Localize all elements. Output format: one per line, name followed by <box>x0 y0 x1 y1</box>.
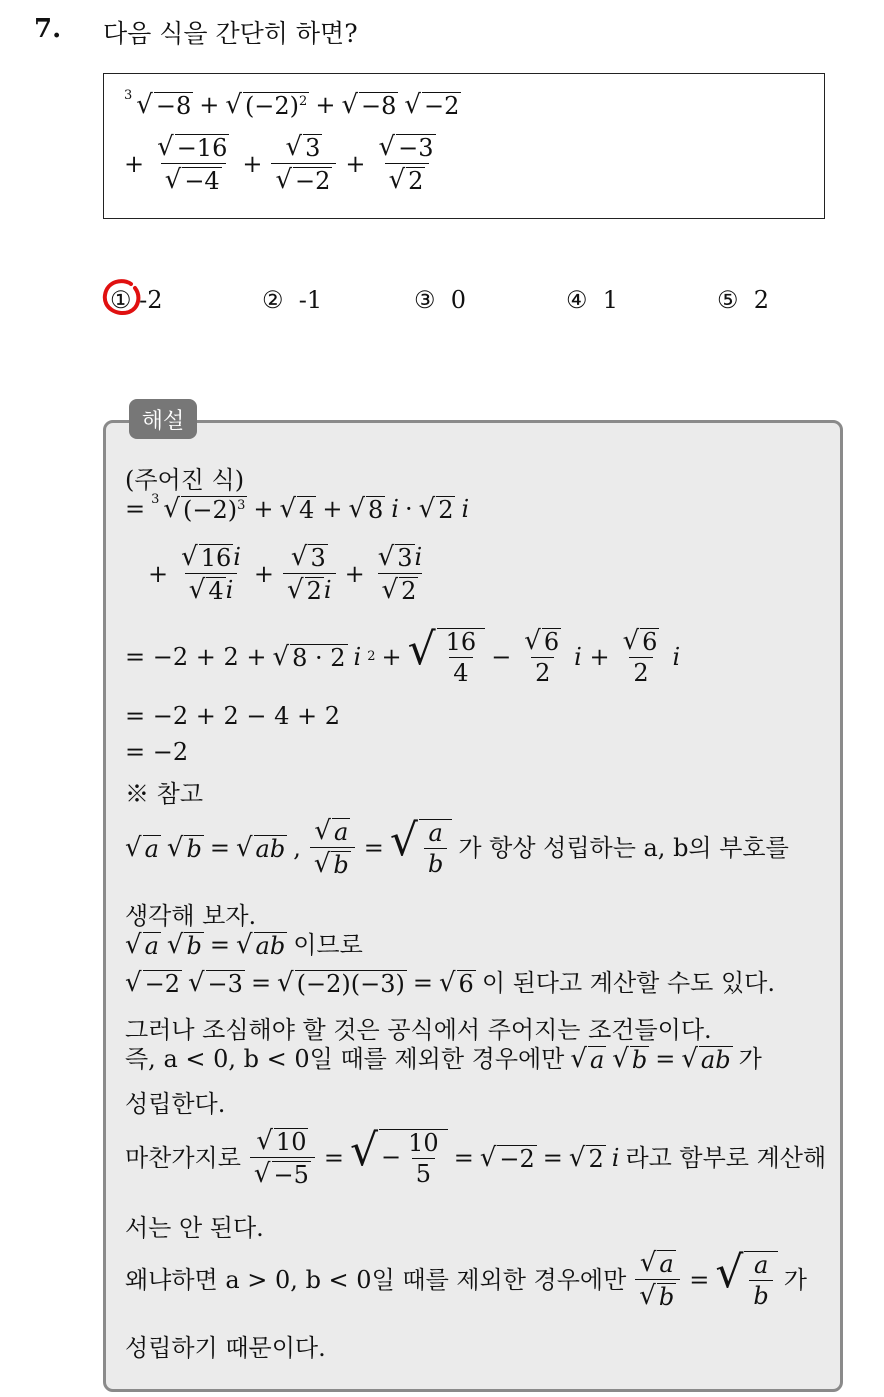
note-line-3: √ a √ b = √ ab 이므로 <box>125 930 363 960</box>
question-text: 다음 식을 간단히 하면? <box>103 19 358 48</box>
operator: + <box>199 91 220 119</box>
choice-4[interactable]: ④ 1 <box>566 286 619 314</box>
step-2: + √ 16 i √ 4 i + √ 3 √ 2 i + √ 3 i √ 2 <box>148 542 423 605</box>
note-title: ※ 참고 <box>125 780 203 808</box>
fraction: √ −16 √ −4 <box>157 132 228 195</box>
given-label: (주어진 식) <box>125 466 245 494</box>
step-1: = 3 √ $(-2)^3$ + √ 4 + √ 8 i · √ 2 i <box>125 491 470 524</box>
note-line-1: √ a √ b = √ ab , √ a √ b = √ $\frac{a}{b}$ 가 항상 성립하는 a, b의 부호를 <box>125 815 789 879</box>
fraction: √ −3 √ 2 <box>378 132 434 195</box>
step-4: = −2 + 2 − 4 + 2 <box>125 702 341 730</box>
choice-2[interactable]: ② -1 <box>262 286 323 314</box>
answer-circle-mark <box>101 278 143 318</box>
choice-5[interactable]: ⑤ 2 <box>717 286 770 314</box>
note-line-6: 즉, a < 0, b < 0일 때를 제외한 경우에만 √ a √ b = √ ab 가 <box>125 1044 762 1074</box>
expression-line-2 <box>124 134 443 193</box>
choice-3[interactable]: ③ 0 <box>414 286 467 314</box>
note-line-10: 왜냐하면 a > 0, b < 0일 때를 제외한 경우에만 √ a √ b = √ $\frac{a}{b}$ 가 <box>125 1247 807 1311</box>
operator: + <box>242 149 263 178</box>
note-line-8: 마찬가지로 √ 10 √ −5 = √ − $\frac{10}{5}$ = √ −2 = √ 2 i 라고 함부로 계산해 <box>125 1125 827 1189</box>
question-number: 7. <box>34 14 62 44</box>
radical: √ −8 <box>136 90 192 120</box>
note-line-11: 성립하기 때문이다. <box>125 1334 326 1362</box>
radical: √ −8 <box>341 90 397 120</box>
cube-root-index: 3 <box>124 87 133 103</box>
operator: + <box>124 149 145 178</box>
note-line-2: 생각해 보자. <box>125 902 257 930</box>
choice-1[interactable]: ① -2 <box>110 286 163 314</box>
expression-line-1 <box>124 87 461 120</box>
radical: √ −2 <box>404 90 460 120</box>
note-line-9: 서는 안 된다. <box>125 1214 264 1242</box>
operator: + <box>315 91 336 119</box>
note-line-7: 성립한다. <box>125 1090 226 1118</box>
step-3: = −2 + 2 + √ 8 · 2 i 2 + √ $\frac{16}{4}$ − √ 6 2 i + √ 6 2 i <box>125 624 681 687</box>
radical: √ $(-2)^2$ <box>225 90 308 120</box>
operator: + <box>345 149 366 178</box>
solution-tag: 해설 <box>129 399 197 439</box>
step-5: = −2 <box>125 738 189 766</box>
note-line-5: 그러나 조심해야 할 것은 공식에서 주어지는 조건들이다. <box>125 1016 712 1044</box>
fraction: √ 3 √ −2 <box>271 134 336 193</box>
note-line-4: √ −2 √ −3 = √ (−2)(−3) = √ 6 이 된다고 계산할 수도 있다. <box>125 968 775 998</box>
